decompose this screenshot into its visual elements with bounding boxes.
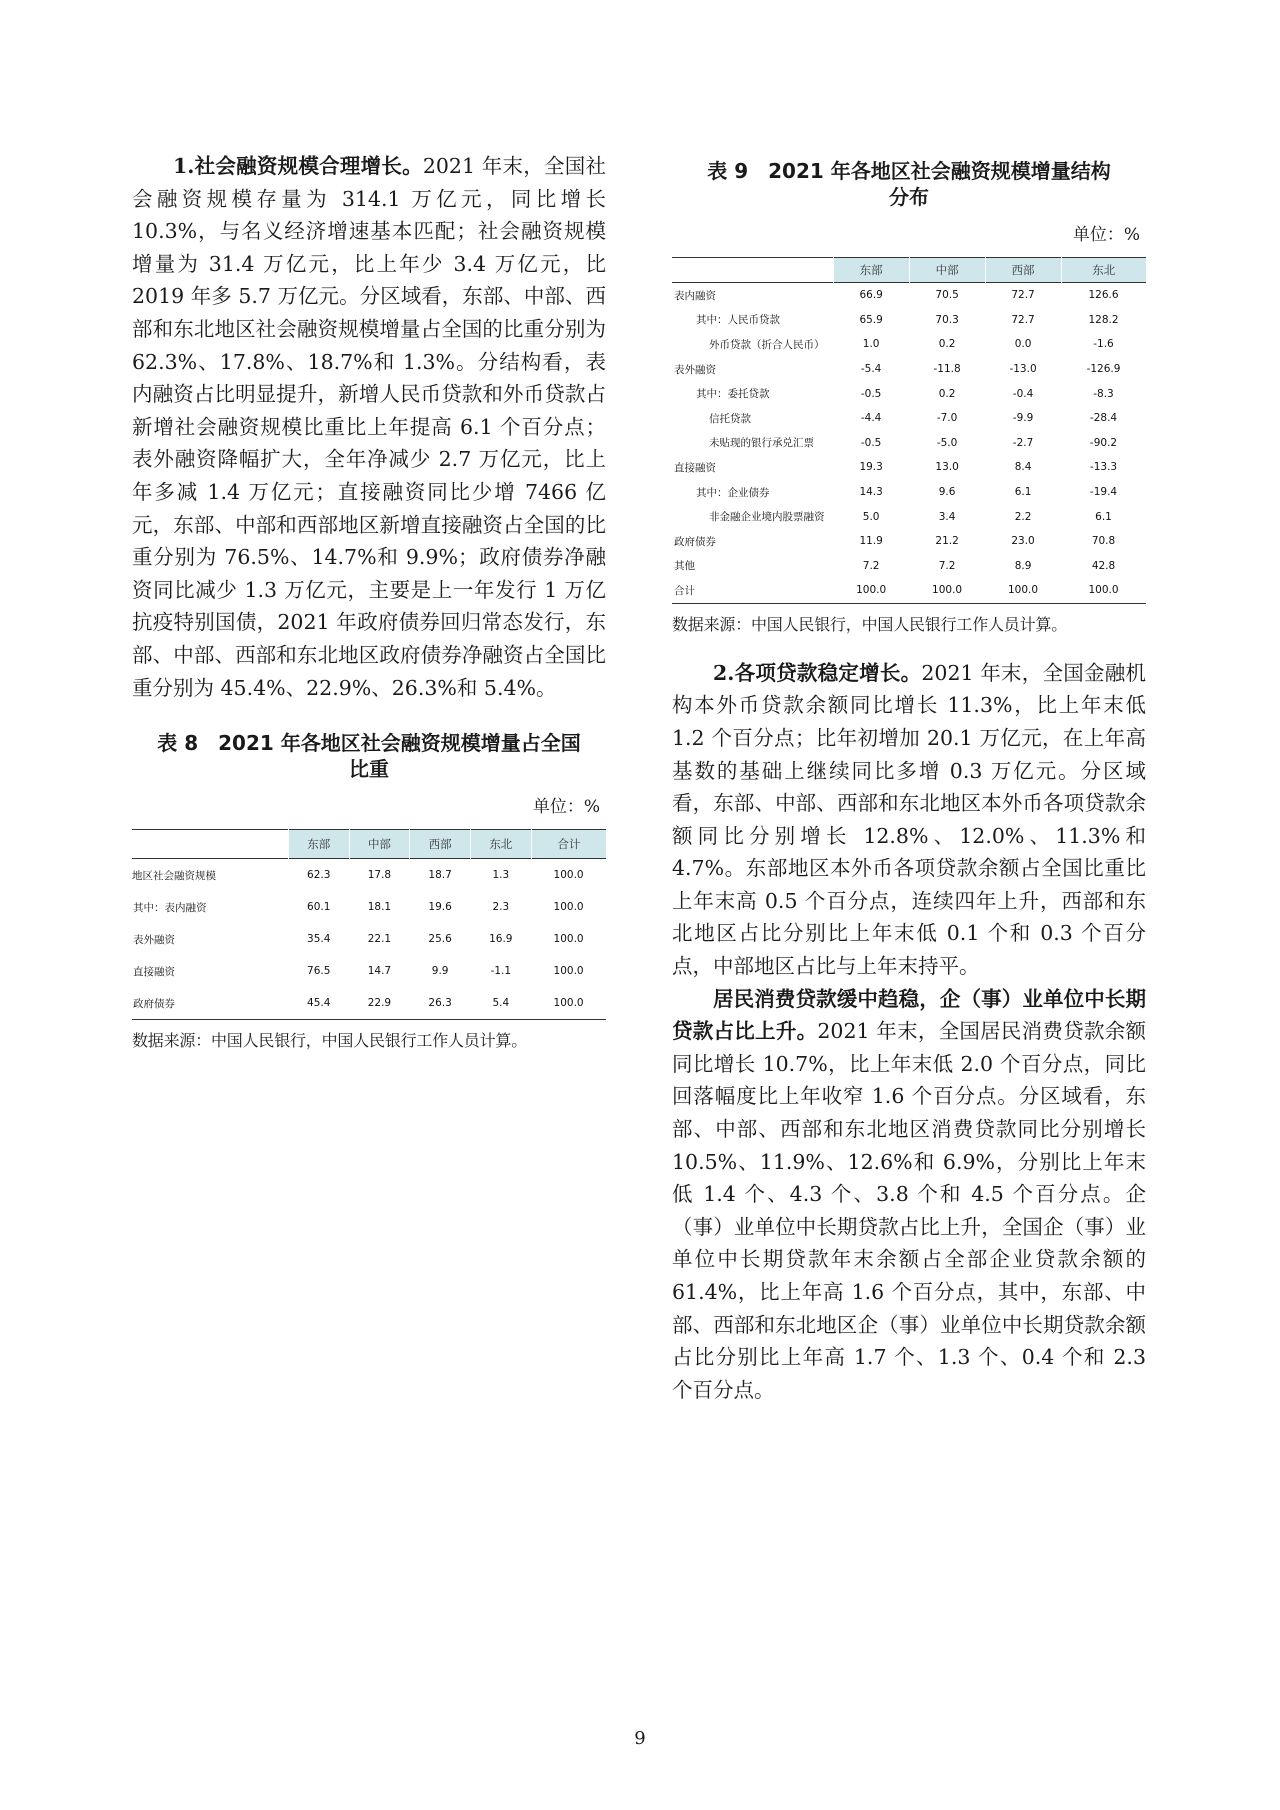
row-label: 表内融资 [674, 289, 716, 302]
cell: 8.4 [1014, 461, 1032, 474]
row-label: 直接融资 [674, 461, 716, 474]
paragraph-loans [672, 657, 1146, 983]
table-row [672, 554, 1146, 579]
table8-title [132, 730, 606, 782]
page-number: 9 [634, 1728, 646, 1749]
cell: 100.0 [1008, 584, 1039, 597]
paragraph-body: 2021 年末，全国社会融资规模存量为 314.1 万亿元，同比增长 10.3%，与名义经济增速基本匹配；社会融资规模增量为 31.4 万亿元，比上年少 3.4 万亿元，比 2019 年多 5.7 万亿元。分区域看，东部、中部、西部和东北地区社会融资规模增量占全国的比重分别为 62.3%、17.8%、18.7%和 1.3%。分结构看，表内融资占比明显提升，新增人民币贷款和外币贷款占新增社会融资规模比重比上年提高 6.1 个百分点；表外融资降幅扩大，全年净减少 2.7 万亿元，比上年多减 1.4 万亿元；直接融资同比少增 7466 亿元，东部、中部和西部地区新增直接融资占全国的比重分别为 76.5%、14.7%和 9.9%；政府债券净融资同比减少 1.3 万亿元，主要是上一年发行 1 万亿抗疫特别国债，2021 年政府债券回归常态发行，东部、中部、西部和东北地区政府债券净融资占全国比重分别为 45.4%、22.9%、26.3%和 5.4%。 [132, 154, 606, 700]
cell: 100.0 [1088, 584, 1119, 597]
table9-header-blank [672, 258, 833, 283]
paragraph-heading: 1.社会融资规模合理增长。 [173, 154, 423, 178]
table8-header-northeast: 东北 [470, 830, 531, 859]
cell: 16.9 [489, 933, 513, 946]
cell: 21.2 [935, 535, 959, 548]
cell: 100.0 [553, 933, 584, 946]
cell: 5.0 [862, 510, 880, 523]
cell: 65.9 [859, 313, 883, 326]
table-row [672, 357, 1146, 382]
row-label: 非金融企业境内股票融资 [709, 511, 825, 524]
table9-header-northeast: 东北 [1061, 258, 1146, 283]
table-row [672, 283, 1146, 308]
paragraph-heading: 2.各项贷款稳定增长。 [713, 660, 922, 685]
table8-header-west: 西部 [410, 830, 471, 859]
table-row [672, 431, 1146, 456]
cell: -13.0 [1009, 363, 1037, 376]
row-label: 其中：人民币贷款 [696, 314, 780, 327]
table9 [672, 257, 1146, 604]
row-label: 政府债券 [133, 997, 175, 1010]
cell: 35.4 [307, 933, 331, 946]
table9-title-line1: 表 9 2021 年各地区社会融资规模增量结构 [707, 159, 1111, 183]
left-column [132, 150, 606, 1051]
table9-title-line2: 分布 [889, 185, 929, 209]
table-row [672, 529, 1146, 554]
table9-header-central: 中部 [909, 258, 985, 283]
cell: 14.3 [859, 486, 883, 499]
cell: 11.9 [859, 535, 883, 548]
row-label: 地区社会融资规模 [132, 869, 216, 882]
row-label: 其中：委托贷款 [696, 388, 770, 401]
table-row [672, 308, 1146, 333]
table9-header-row [672, 258, 1146, 283]
paragraph-social-financing [132, 150, 606, 704]
cell: 100.0 [553, 869, 584, 882]
cell: -9.9 [1012, 412, 1034, 425]
cell: -7.0 [936, 412, 958, 425]
cell: -90.2 [1089, 436, 1118, 449]
cell: 25.6 [428, 933, 452, 946]
table-row [672, 406, 1146, 431]
cell: 9.9 [431, 965, 449, 978]
cell: 18.7 [428, 869, 452, 882]
table9-unit: 单位：% [1072, 225, 1140, 245]
table-row [672, 455, 1146, 480]
paragraph-body: 2021 年末，全国金融机构本外币贷款余额同比增长 11.3%，比上年末低 1.2 个百分点；比年初增加 20.1 万亿元，在上年高基数的基础上继续同比多增 0.3 万亿元。分区域看，东部、中部、西部和东北地区本外币各项贷款余额同比分别增长 12.8%、12.0%、11.3%和 4.7%。东部地区本外币各项贷款余额占全国比重比上年末高 0.5 个百分点，连续四年上升，西部和东北地区占比分别比上年末低 0.1 个和 0.3 个百分点，中部地区占比与上年末持平。 [672, 660, 1147, 979]
cell: 100.0 [932, 584, 963, 597]
table-row [672, 332, 1146, 357]
table-row [132, 987, 606, 1020]
cell: 14.7 [367, 965, 392, 978]
table9-title [672, 158, 1146, 210]
table8-source: 数据来源：中国人民银行，中国人民银行工作人员计算。 [132, 1031, 528, 1051]
cell: -4.4 [860, 412, 882, 425]
cell: 6.1 [1095, 510, 1112, 523]
table8-header-central: 中部 [349, 830, 410, 859]
cell: 22.9 [367, 997, 392, 1010]
row-label: 其他 [674, 560, 695, 573]
table-row [132, 923, 606, 955]
cell: 9.6 [938, 486, 956, 499]
cell: -0.5 [860, 387, 882, 400]
cell: 126.6 [1088, 289, 1119, 302]
table-row [672, 480, 1146, 505]
cell: 19.6 [428, 901, 452, 914]
cell: -1.6 [1093, 338, 1114, 351]
table8-header-row [132, 830, 606, 859]
cell: 66.9 [859, 289, 883, 302]
cell: 72.7 [1011, 289, 1035, 302]
cell: 42.8 [1091, 559, 1116, 572]
row-label: 政府债券 [674, 535, 716, 548]
cell: 1.0 [862, 338, 880, 351]
table9-header-west: 西部 [985, 258, 1061, 283]
cell: 22.1 [367, 933, 392, 946]
cell: 17.8 [367, 869, 392, 882]
table8-title-line2: 比重 [349, 757, 389, 782]
cell: 0.0 [1014, 338, 1032, 351]
cell: 60.1 [307, 901, 331, 914]
table-row [672, 504, 1146, 529]
row-label: 表外融资 [674, 363, 716, 376]
paragraph-body: 2021 年末，全国居民消费贷款余额同比增长 10.7%，比上年末低 2.0 个百分点，同比回落幅度比上年收窄 1.6 个百分点。分区域看，东部、中部、西部和东北地区消费贷款同比分别增长 10.5%、11.9%、12.6%和 6.9%，分别比上年末低 1.4 个、4.3 个、3.8 个和 4.5 个百分点。企（事）业单位中长期贷款占比上升，全国企（事）业单位中长期贷款年末余额占全部企业贷款余额的 61.4%，比上年高 1.6 个百分点，其中，东部、中部、西部和东北地区企（事）业单位中长期贷款余额占比分别比上年高 1.7 个、1.3 个、0.4 个和 2.3 个百分点。 [672, 1019, 1146, 1402]
row-label: 外币贷款（折合人民币） [709, 338, 825, 351]
table8-title-line1: 表 8 2021 年各地区社会融资规模增量占全国 [157, 731, 581, 756]
cell: 100.0 [856, 584, 887, 597]
cell: -8.3 [1093, 387, 1114, 400]
table-row [132, 859, 606, 892]
cell: 0.2 [938, 338, 956, 351]
cell: 1.3 [492, 869, 510, 882]
cell: 13.0 [935, 461, 959, 474]
paragraph-consumer-loans [672, 983, 1146, 1407]
cell: -0.5 [860, 436, 882, 449]
cell: -5.4 [860, 363, 882, 376]
cell: 8.9 [1014, 559, 1032, 572]
table8-block [132, 730, 606, 1051]
cell: 0.2 [938, 387, 956, 400]
row-label: 其中：表内融资 [133, 901, 207, 914]
table8-unit: 单位：% [532, 797, 600, 818]
cell: 6.1 [1014, 486, 1032, 499]
cell: -28.4 [1089, 412, 1118, 425]
cell: 5.4 [492, 997, 510, 1010]
cell: 26.3 [428, 997, 452, 1010]
table-row [132, 955, 606, 987]
cell: -11.8 [933, 363, 961, 376]
cell: 2.2 [1014, 510, 1032, 523]
table9-block [672, 158, 1146, 635]
table8-header-east: 东部 [288, 830, 349, 859]
cell: 62.3 [307, 869, 331, 882]
table9-header-east: 东部 [833, 258, 909, 283]
cell: 2.3 [492, 901, 510, 914]
cell: -13.3 [1089, 461, 1118, 474]
cell: -2.7 [1012, 436, 1034, 449]
row-label: 信托贷款 [709, 412, 751, 425]
cell: 100.0 [553, 901, 584, 914]
cell: 7.2 [862, 559, 880, 572]
cell: 76.5 [307, 965, 331, 978]
table8-header-blank [132, 830, 288, 859]
cell: 72.7 [1011, 313, 1035, 326]
table9-source: 数据来源：中国人民银行，中国人民银行工作人员计算。 [672, 614, 1068, 634]
cell: 7.2 [938, 559, 956, 572]
table-row [672, 381, 1146, 406]
table-row [132, 891, 606, 923]
row-label: 其中：企业债券 [696, 486, 770, 499]
right-column [672, 158, 1146, 1406]
cell: 70.5 [935, 289, 959, 302]
cell: 45.4 [307, 997, 331, 1010]
cell: 100.0 [553, 997, 584, 1010]
cell: 23.0 [1011, 535, 1035, 548]
row-label: 合计 [674, 584, 695, 597]
cell: 100.0 [553, 965, 584, 978]
cell: -0.4 [1012, 387, 1034, 400]
cell: -1.1 [490, 965, 512, 978]
table8 [132, 829, 606, 1020]
table8-header-total: 合计 [531, 830, 606, 859]
row-label: 未贴现的银行承兑汇票 [709, 437, 814, 450]
cell: -5.0 [936, 436, 958, 449]
cell: 70.8 [1091, 535, 1116, 548]
table-row [672, 578, 1146, 603]
cell: -19.4 [1089, 486, 1118, 499]
row-label: 直接融资 [133, 965, 175, 978]
cell: 19.3 [859, 461, 883, 474]
paragraph-heading: 居民消费贷款缓中趋稳，企（事）业单位中长期贷款占比上升。 [672, 986, 1146, 1044]
cell: 3.4 [938, 510, 956, 523]
row-label: 表外融资 [133, 933, 175, 946]
cell: 18.1 [367, 901, 392, 914]
cell: -126.9 [1086, 363, 1121, 376]
cell: 70.3 [935, 313, 959, 326]
cell: 128.2 [1088, 313, 1119, 326]
